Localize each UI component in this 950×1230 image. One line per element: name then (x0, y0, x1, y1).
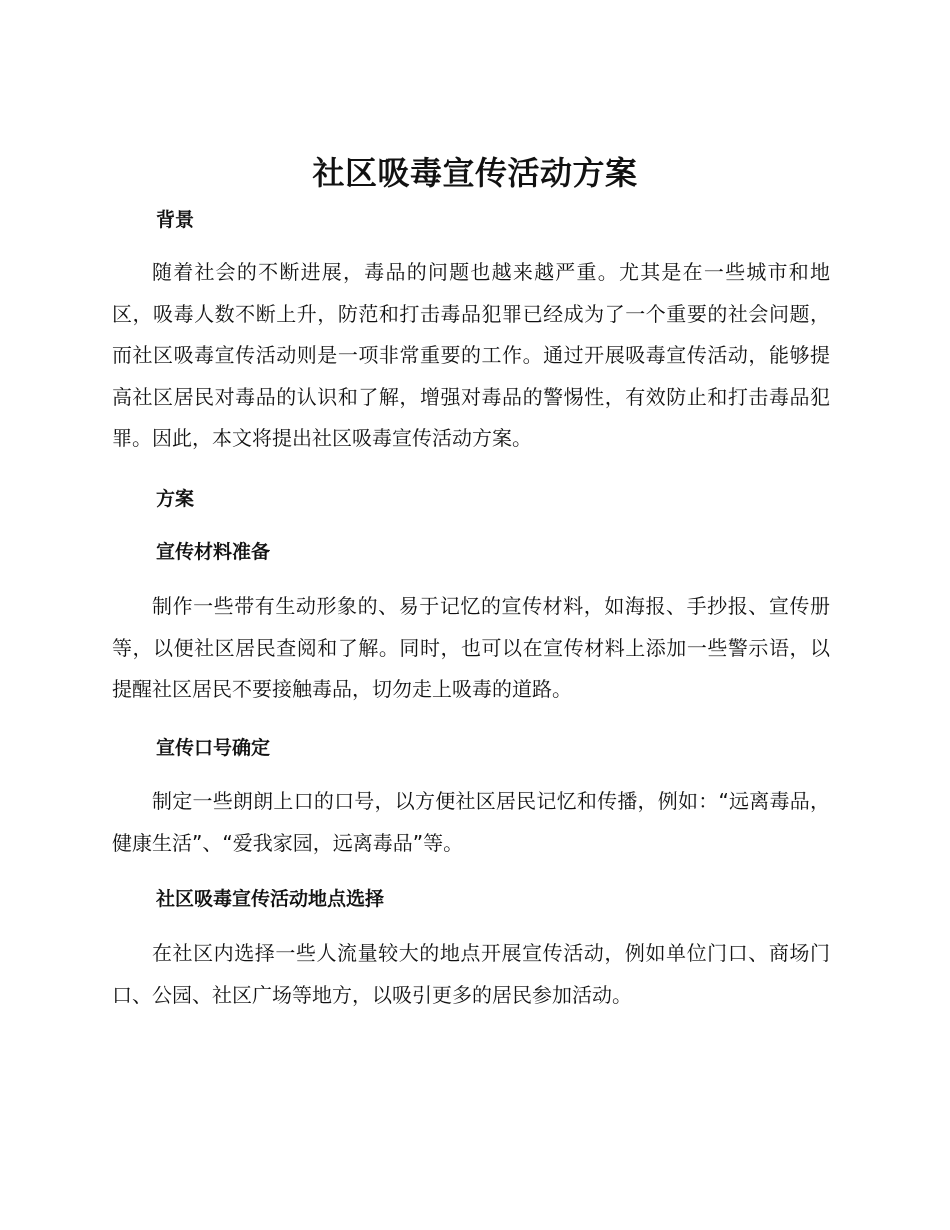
section-paragraph-location: 在社区内选择一些人流量较大的地点开展宣传活动，例如单位门口、商场门口、公园、社区广场等地方，以吸引更多的居民参加活动。 (112, 941, 830, 1007)
section-paragraph-background: 随着社会的不断进展，毒品的问题也越来越严重。尤其是在一些城市和地区，吸毒人数不断上升，防范和打击毒品犯罪已经成为了一个重要的社会问题，而社区吸毒宣传活动则是一项非常重要的工作。通过开展吸毒宣传活动，能够提高社区居民对毒品的认识和了解，增强对毒品的警惕性，有效防止和打击毒品犯罪。因此，本文将提出社区吸毒宣传活动方案。 (112, 260, 830, 450)
section-paragraph-slogans: 制定一些朗朗上口的口号，以方便社区居民记忆和传播，例如：“远离毒品，健康生活”、“爱我家园，远离毒品”等。 (112, 789, 830, 855)
section-heading-slogans: 宣传口号确定 (156, 737, 271, 759)
section-heading-plan: 方案 (156, 488, 195, 510)
document-title: 社区吸毒宣传活动方案 (312, 154, 638, 192)
section-paragraph-materials: 制作一些带有生动形象的、易于记忆的宣传材料，如海报、手抄报、宣传册等，以便社区居民查阅和了解。同时，也可以在宣传材料上添加一些警示语，以提醒社区居民不要接触毒品，切勿走上吸毒的道路。 (112, 594, 830, 701)
section-heading-location: 社区吸毒宣传活动地点选择 (156, 888, 385, 910)
section-heading-background: 背景 (156, 209, 195, 231)
section-heading-materials: 宣传材料准备 (156, 541, 271, 563)
